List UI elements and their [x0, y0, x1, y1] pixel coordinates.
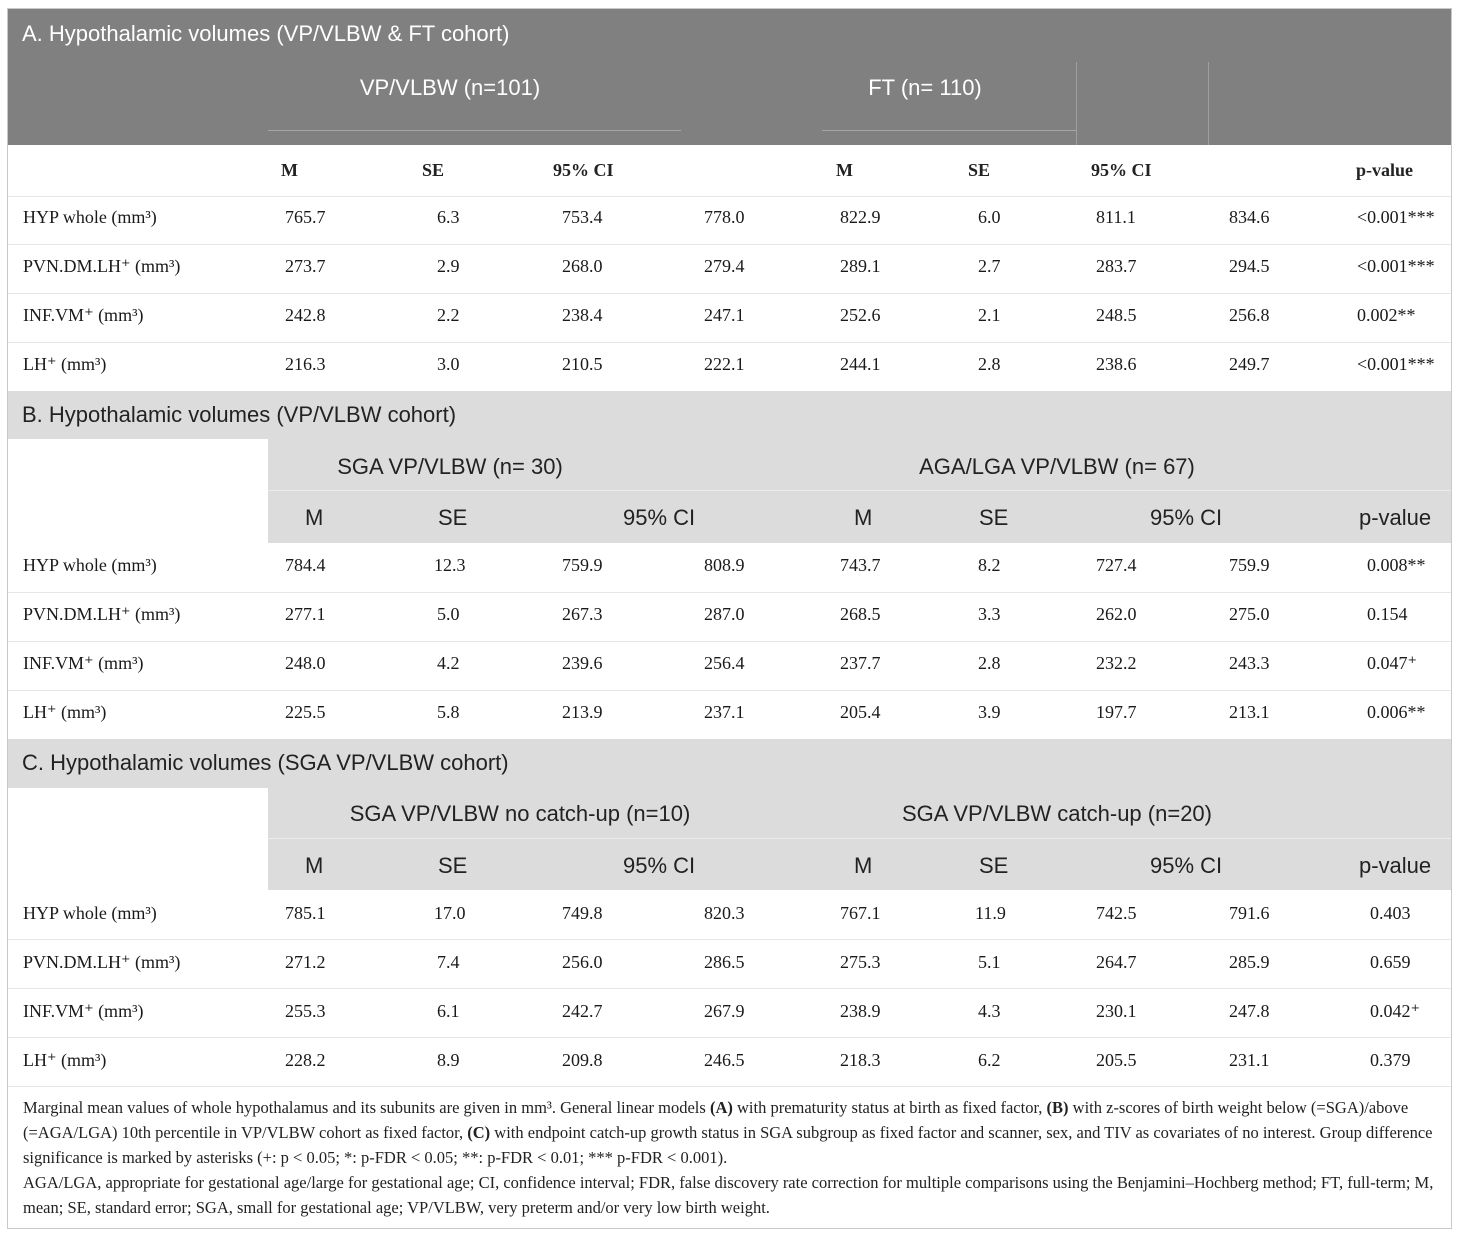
table-cell-ci1b: 778.0 [704, 207, 745, 227]
table-cell-ci2b: 285.9 [1229, 952, 1270, 972]
column-header-se: SE [438, 505, 468, 530]
section-title: C. Hypothalamic volumes (SGA VP/VLBW cohort) [22, 750, 509, 775]
table-cell-se2: 8.2 [978, 555, 1001, 575]
table-cell-ci1a: 268.0 [562, 256, 603, 276]
column-header-p: p-value [1356, 160, 1414, 180]
table-cell-m2: 268.5 [840, 604, 881, 624]
row-divider [8, 1086, 1451, 1087]
column-header-ci: 95% CI [1150, 505, 1223, 530]
table-cell-se2: 3.3 [978, 604, 1001, 624]
table-cell-se1: 3.0 [437, 354, 460, 374]
table-cell-se2: 6.0 [978, 207, 1001, 227]
footnote-text: with endpoint catch-up growth status in SGA subgroup as fixed factor and scanner, sex, and TIV as covariates of no interest. Group difference significance is marked by asterisks (+: p < 0.05; *: p-FDR < 0.05; **: p-FDR < 0.01; *** p-FDR < 0.001). [23, 1123, 1433, 1167]
table-cell-ci2a: 727.4 [1096, 555, 1137, 575]
table-cell-m2: 275.3 [840, 952, 881, 972]
group-header: VP/VLBW (n=101) [359, 75, 541, 100]
table-cell-p: 0.379 [1370, 1050, 1411, 1070]
table-cell-ci1b: 279.4 [704, 256, 745, 276]
table-cell-se1: 5.8 [437, 702, 460, 722]
table-cell-ci2b: 249.7 [1229, 354, 1270, 374]
table-cell-se1: 2.9 [437, 256, 460, 276]
table-cell-ci2a: 197.7 [1096, 702, 1137, 722]
table-cell-ci2b: 791.6 [1229, 903, 1270, 923]
table-cell-m1: 273.7 [285, 256, 326, 276]
row-divider [8, 641, 1451, 642]
table-cell-ci2b: 294.5 [1229, 256, 1270, 276]
table-cell-p: 0.403 [1370, 903, 1411, 923]
table-cell-se2: 3.9 [978, 702, 1001, 722]
table-cell-ci1a: 209.8 [562, 1050, 603, 1070]
table-cell-ci1b: 286.5 [704, 952, 745, 972]
column-header-ci: 95% CI [1150, 853, 1223, 878]
table-cell-se1: 4.2 [437, 653, 460, 673]
table-cell-m1: 216.3 [285, 354, 326, 374]
table-cell-ci1a: 210.5 [562, 354, 603, 374]
table-cell-p: 0.042⁺ [1370, 1001, 1421, 1021]
column-header-se: SE [968, 160, 991, 180]
table-cell-ci2a: 238.6 [1096, 354, 1137, 374]
table-footnote [23, 1095, 1438, 1220]
table-cell-m2: 252.6 [840, 305, 881, 325]
column-header-ci: 95% CI [623, 853, 696, 878]
row-label: HYP whole (mm³) [23, 207, 157, 227]
table-cell-ci2b: 256.8 [1229, 305, 1270, 325]
column-header-m: M [836, 160, 853, 180]
group-underline [268, 130, 681, 131]
group-header: SGA VP/VLBW catch-up (n=20) [902, 801, 1212, 826]
table-cell-ci1a: 267.3 [562, 604, 603, 624]
table-cell-m2: 244.1 [840, 354, 881, 374]
table-cell-ci2a: 283.7 [1096, 256, 1137, 276]
column-header-se: SE [979, 853, 1009, 878]
table-cell-se1: 5.0 [437, 604, 460, 624]
column-header-m: M [305, 853, 324, 878]
table-cell-se2: 2.8 [978, 354, 1001, 374]
table-cell-se2: 11.9 [975, 903, 1006, 923]
table-cell-ci2a: 230.1 [1096, 1001, 1137, 1021]
table-cell-se1: 8.9 [437, 1050, 460, 1070]
table-cell-m1: 785.1 [285, 903, 326, 923]
table-cell-ci2b: 834.6 [1229, 207, 1270, 227]
table-cell-ci1b: 246.5 [704, 1050, 745, 1070]
column-header-se: SE [979, 505, 1009, 530]
table-cell-se1: 6.1 [437, 1001, 460, 1021]
row-label: INF.VM⁺ (mm³) [23, 653, 144, 673]
table-cell-p: <0.001*** [1357, 354, 1435, 374]
table-cell-m2: 767.1 [840, 903, 881, 923]
table-cell-p: <0.001*** [1357, 207, 1435, 227]
row-divider [8, 244, 1451, 245]
table-cell-ci1a: 238.4 [562, 305, 603, 325]
group-header: SGA VP/VLBW (n= 30) [337, 454, 563, 479]
row-label: PVN.DM.LH⁺ (mm³) [23, 952, 181, 972]
row-label: PVN.DM.LH⁺ (mm³) [23, 604, 181, 624]
table-cell-m1: 228.2 [285, 1050, 326, 1070]
row-label: HYP whole (mm³) [23, 555, 157, 575]
table-cell-ci2b: 275.0 [1229, 604, 1270, 624]
table-cell-se2: 2.8 [978, 653, 1001, 673]
table-cell-p: <0.001*** [1357, 256, 1435, 276]
table-cell-ci2b: 243.3 [1229, 653, 1270, 673]
column-header-m: M [305, 505, 324, 530]
row-label: INF.VM⁺ (mm³) [23, 1001, 144, 1021]
row-divider [8, 293, 1451, 294]
table-cell-p: 0.154 [1367, 604, 1408, 624]
column-header-m: M [854, 505, 873, 530]
table-cell-ci2a: 232.2 [1096, 653, 1137, 673]
row-divider [8, 1037, 1451, 1038]
table-cell-ci1a: 213.9 [562, 702, 603, 722]
footnote-ref: (A) [709, 1098, 733, 1117]
column-header-m: M [281, 160, 298, 180]
table-cell-m1: 248.0 [285, 653, 326, 673]
table-cell-ci2a: 264.7 [1096, 952, 1137, 972]
table-cell-ci2a: 742.5 [1096, 903, 1137, 923]
table-cell-se2: 6.2 [978, 1050, 1001, 1070]
table-cell-ci1b: 808.9 [704, 555, 745, 575]
group-underline [822, 130, 1076, 131]
column-header-p: p-value [1359, 505, 1432, 530]
column-header-ci: 95% CI [553, 160, 614, 180]
group-header: AGA/LGA VP/VLBW (n= 67) [919, 454, 1195, 479]
table-cell-ci1a: 256.0 [562, 952, 603, 972]
table-cell-ci1b: 237.1 [704, 702, 745, 722]
column-header-p: p-value [1359, 853, 1432, 878]
footnote-text: Marginal mean values of whole hypothalamus and its subunits are given in mm³. General linear models [23, 1098, 710, 1117]
table-cell-m2: 822.9 [840, 207, 881, 227]
footnote-paragraph [23, 1095, 1438, 1170]
row-label: INF.VM⁺ (mm³) [23, 305, 144, 325]
table-cell-m1: 277.1 [285, 604, 326, 624]
divider [1076, 62, 1077, 145]
row-divider [8, 988, 1451, 989]
group-underline [268, 838, 1451, 839]
table-cell-se1: 7.4 [437, 952, 460, 972]
table-cell-se2: 5.1 [978, 952, 1001, 972]
section-a-group-band [8, 62, 1451, 145]
table-cell-m1: 271.2 [285, 952, 326, 972]
table-cell-p: 0.659 [1370, 952, 1411, 972]
table-cell-m1: 784.4 [285, 555, 326, 575]
table-cell-se2: 4.3 [978, 1001, 1001, 1021]
row-divider [8, 196, 1451, 197]
table-cell-ci1b: 247.1 [704, 305, 745, 325]
table-cell-m2: 218.3 [840, 1050, 881, 1070]
row-label: LH⁺ (mm³) [23, 702, 107, 722]
table-cell-m2: 238.9 [840, 1001, 881, 1021]
table-cell-m2: 205.4 [840, 702, 881, 722]
table-cell-ci2b: 759.9 [1229, 555, 1270, 575]
row-label: LH⁺ (mm³) [23, 354, 107, 374]
row-divider [8, 939, 1451, 940]
column-header-ci: 95% CI [1091, 160, 1152, 180]
table-cell-p: 0.002** [1357, 305, 1416, 325]
footnote-text: with prematurity status at birth as fixed factor, [732, 1098, 1047, 1117]
table-cell-ci1a: 749.8 [562, 903, 603, 923]
table-cell-m1: 242.8 [285, 305, 326, 325]
group-header: SGA VP/VLBW no catch-up (n=10) [349, 801, 691, 826]
table-cell-m1: 765.7 [285, 207, 326, 227]
footnote-ref: (C) [467, 1123, 491, 1142]
table-cell-ci1b: 267.9 [704, 1001, 745, 1021]
column-header-se: SE [438, 853, 468, 878]
table-cell-ci2a: 811.1 [1096, 207, 1136, 227]
row-divider [8, 342, 1451, 343]
column-header-se: SE [422, 160, 445, 180]
table-cell-se1: 6.3 [437, 207, 460, 227]
row-divider [8, 592, 1451, 593]
table-cell-p: 0.006** [1367, 702, 1426, 722]
table-cell-se1: 12.3 [434, 555, 466, 575]
column-header-ci: 95% CI [623, 505, 696, 530]
table-cell-se2: 2.7 [978, 256, 1001, 276]
row-label: PVN.DM.LH⁺ (mm³) [23, 256, 181, 276]
table-cell-ci1a: 759.9 [562, 555, 603, 575]
table-cell-se2: 2.1 [978, 305, 1001, 325]
table-cell-se1: 17.0 [434, 903, 466, 923]
footnote-ref: (B) [1046, 1098, 1069, 1117]
table-cell-ci2b: 231.1 [1229, 1050, 1270, 1070]
table-cell-ci2b: 247.8 [1229, 1001, 1270, 1021]
table-cell-m2: 237.7 [840, 653, 881, 673]
table-cell-ci1b: 256.4 [704, 653, 745, 673]
table-cell-ci2a: 262.0 [1096, 604, 1137, 624]
table-cell-ci1a: 753.4 [562, 207, 603, 227]
table-cell-m2: 289.1 [840, 256, 881, 276]
table-cell-p: 0.008** [1367, 555, 1426, 575]
table-cell-ci1a: 239.6 [562, 653, 603, 673]
group-header: FT (n= 110) [868, 75, 982, 100]
column-header-m: M [854, 853, 873, 878]
section-title: A. Hypothalamic volumes (VP/VLBW & FT cohort) [22, 21, 510, 46]
table-cell-ci1b: 287.0 [704, 604, 745, 624]
group-underline [268, 490, 1451, 491]
table-cell-m1: 225.5 [285, 702, 326, 722]
table-cell-p: 0.047⁺ [1367, 653, 1418, 673]
table-cell-se1: 2.2 [437, 305, 460, 325]
footnote-abbreviations: AGA/LGA, appropriate for gestational age/large for gestational age; CI, confidence interval; FDR, false discovery rate correction for multiple comparisons using the Benjamini–Hochberg method; FT, full-term; M, mean; SE, standard error; SGA, small for gestational age; VP/VLBW, very preterm and/or very low birth weight. [23, 1173, 1434, 1217]
divider [1208, 62, 1209, 145]
table-cell-ci2a: 205.5 [1096, 1050, 1137, 1070]
row-label: LH⁺ (mm³) [23, 1050, 107, 1070]
row-label: HYP whole (mm³) [23, 903, 157, 923]
table-cell-ci2a: 248.5 [1096, 305, 1137, 325]
table-cell-ci1a: 242.7 [562, 1001, 603, 1021]
table-cell-m2: 743.7 [840, 555, 881, 575]
section-title: B. Hypothalamic volumes (VP/VLBW cohort) [22, 402, 457, 427]
table-cell-m1: 255.3 [285, 1001, 326, 1021]
table-cell-ci2b: 213.1 [1229, 702, 1270, 722]
table-cell-ci1b: 222.1 [704, 354, 745, 374]
table-cell-ci1b: 820.3 [704, 903, 745, 923]
footnote-text: with z-scores of birth weight below (=SGA)/above (=AGA/LGA) 10th percentile in VP/VLBW cohort as fixed factor, [23, 1098, 1409, 1142]
row-divider [8, 690, 1451, 691]
